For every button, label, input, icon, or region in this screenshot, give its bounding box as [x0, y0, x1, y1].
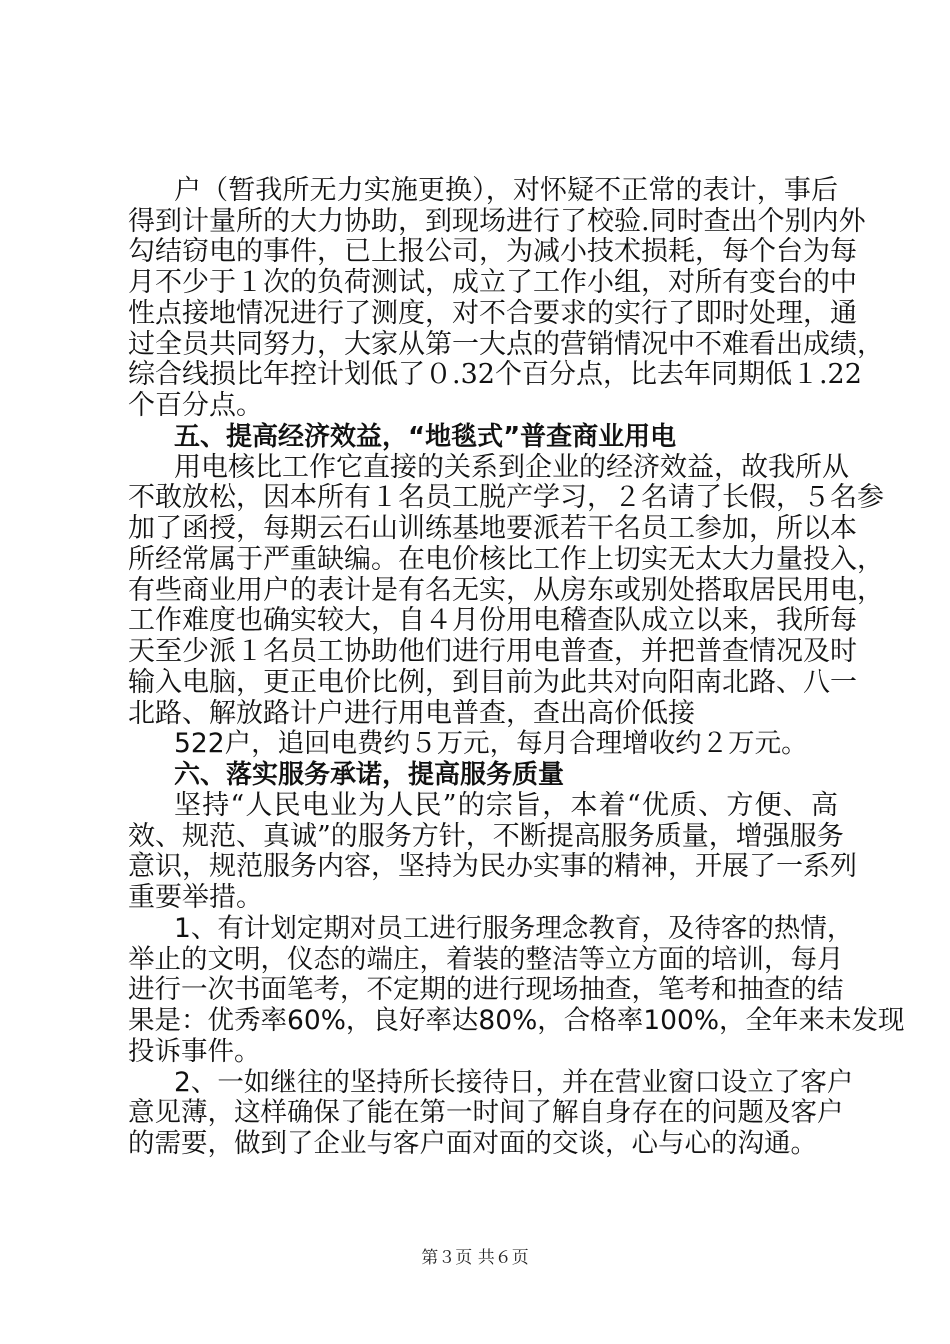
paragraph-line: 月不少于１次的负荷测试，成立了工作小组，对所有变台的中 — [128, 267, 857, 298]
paragraph-line: 举止的文明，仪态的端庄，着装的整洁等立方面的培训，每月 — [128, 944, 844, 975]
paragraph-line: 所经常属于严重缺编。在电价核比工作上切实无太大力量投入， — [128, 544, 884, 575]
paragraph-line: 意见薄，这样确保了能在第一时间了解自身存在的问题及客户 — [128, 1097, 844, 1128]
paragraph-line: 1、有计划定期对员工进行服务理念教育，及待客的热情， — [174, 913, 854, 944]
paragraph-line: 2、一如继往的坚持所长接待日，并在营业窗口设立了客户 — [174, 1067, 854, 1098]
paragraph-line: 过全员共同努力，大家从第一大点的营销情况中不难看出成绩， — [128, 329, 884, 360]
paragraph-line: 户（暂我所无力实施更换），对怀疑不正常的表计，事后 — [174, 175, 838, 206]
paragraph-line: 果是：优秀率60%，良好率达80%，合格率100%，全年来未发现 — [128, 1005, 905, 1036]
section-heading: 五、提高经济效益，“地毯式”普查商业用电 — [174, 422, 677, 452]
paragraph-line: 不敢放松，因本所有１名员工脱产学习，２名请了长假，５名参 — [128, 482, 884, 513]
paragraph-line: 用电核比工作它直接的关系到企业的经济效益，故我所从 — [174, 452, 849, 483]
paragraph-line: 勾结窃电的事件，已上报公司，为减小技术损耗，每个台为每 — [128, 236, 857, 267]
paragraph-line: 得到计量所的大力协助，到现场进行了校验.同时查出个别内外 — [128, 206, 866, 237]
paragraph-line: 进行一次书面笔考，不定期的进行现场抽查，笔考和抽查的结 — [128, 974, 844, 1005]
paragraph-line: 工作难度也确实较大，自４月份用电稽查队成立以来，我所每 — [128, 605, 857, 636]
paragraph-line: 性点接地情况进行了测度，对不合要求的实行了即时处理，通 — [128, 298, 857, 329]
paragraph-line: 效、规范、真诚”的服务方针，不断提高服务质量，增强服务 — [128, 821, 844, 852]
paragraph-line: 重要举措。 — [128, 882, 263, 913]
paragraph-line: 输入电脑，更正电价比例，到目前为此共对向阳南北路、八一 — [128, 667, 857, 698]
paragraph-line: 的需要，做到了企业与客户面对面的交谈，心与心的沟通。 — [128, 1128, 817, 1159]
paragraph-line: 北路、解放路计户进行用电普查，查出高价低接 — [128, 698, 695, 729]
paragraph-line: 加了函授，每期云石山训练基地要派若干名员工参加，所以本 — [128, 513, 857, 544]
paragraph-line: 天至少派１名员工协助他们进行用电普查，并把普查情况及时 — [128, 636, 857, 667]
page-number-footer: 第３页 共６页 — [421, 1248, 529, 1268]
paragraph-line: 522户，追回电费约５万元，每月合理增收约２万元。 — [174, 728, 808, 759]
paragraph-line: 坚持“人民电业为人民”的宗旨，本着“优质、方便、高 — [174, 790, 838, 821]
section-heading: 六、落实服务承诺，提高服务质量 — [174, 760, 565, 790]
paragraph-line: 个百分点。 — [128, 390, 263, 421]
paragraph-line: 综合线损比年控计划低了０.32个百分点，比去年同期低１.22 — [128, 359, 862, 390]
paragraph-line: 投诉事件。 — [128, 1036, 261, 1067]
paragraph-line: 有些商业用户的表计是有名无实，从房东或别处搭取居民用电， — [128, 575, 884, 606]
paragraph-line: 意识，规范服务内容，坚持为民办实事的精神，开展了一系列 — [128, 851, 857, 882]
